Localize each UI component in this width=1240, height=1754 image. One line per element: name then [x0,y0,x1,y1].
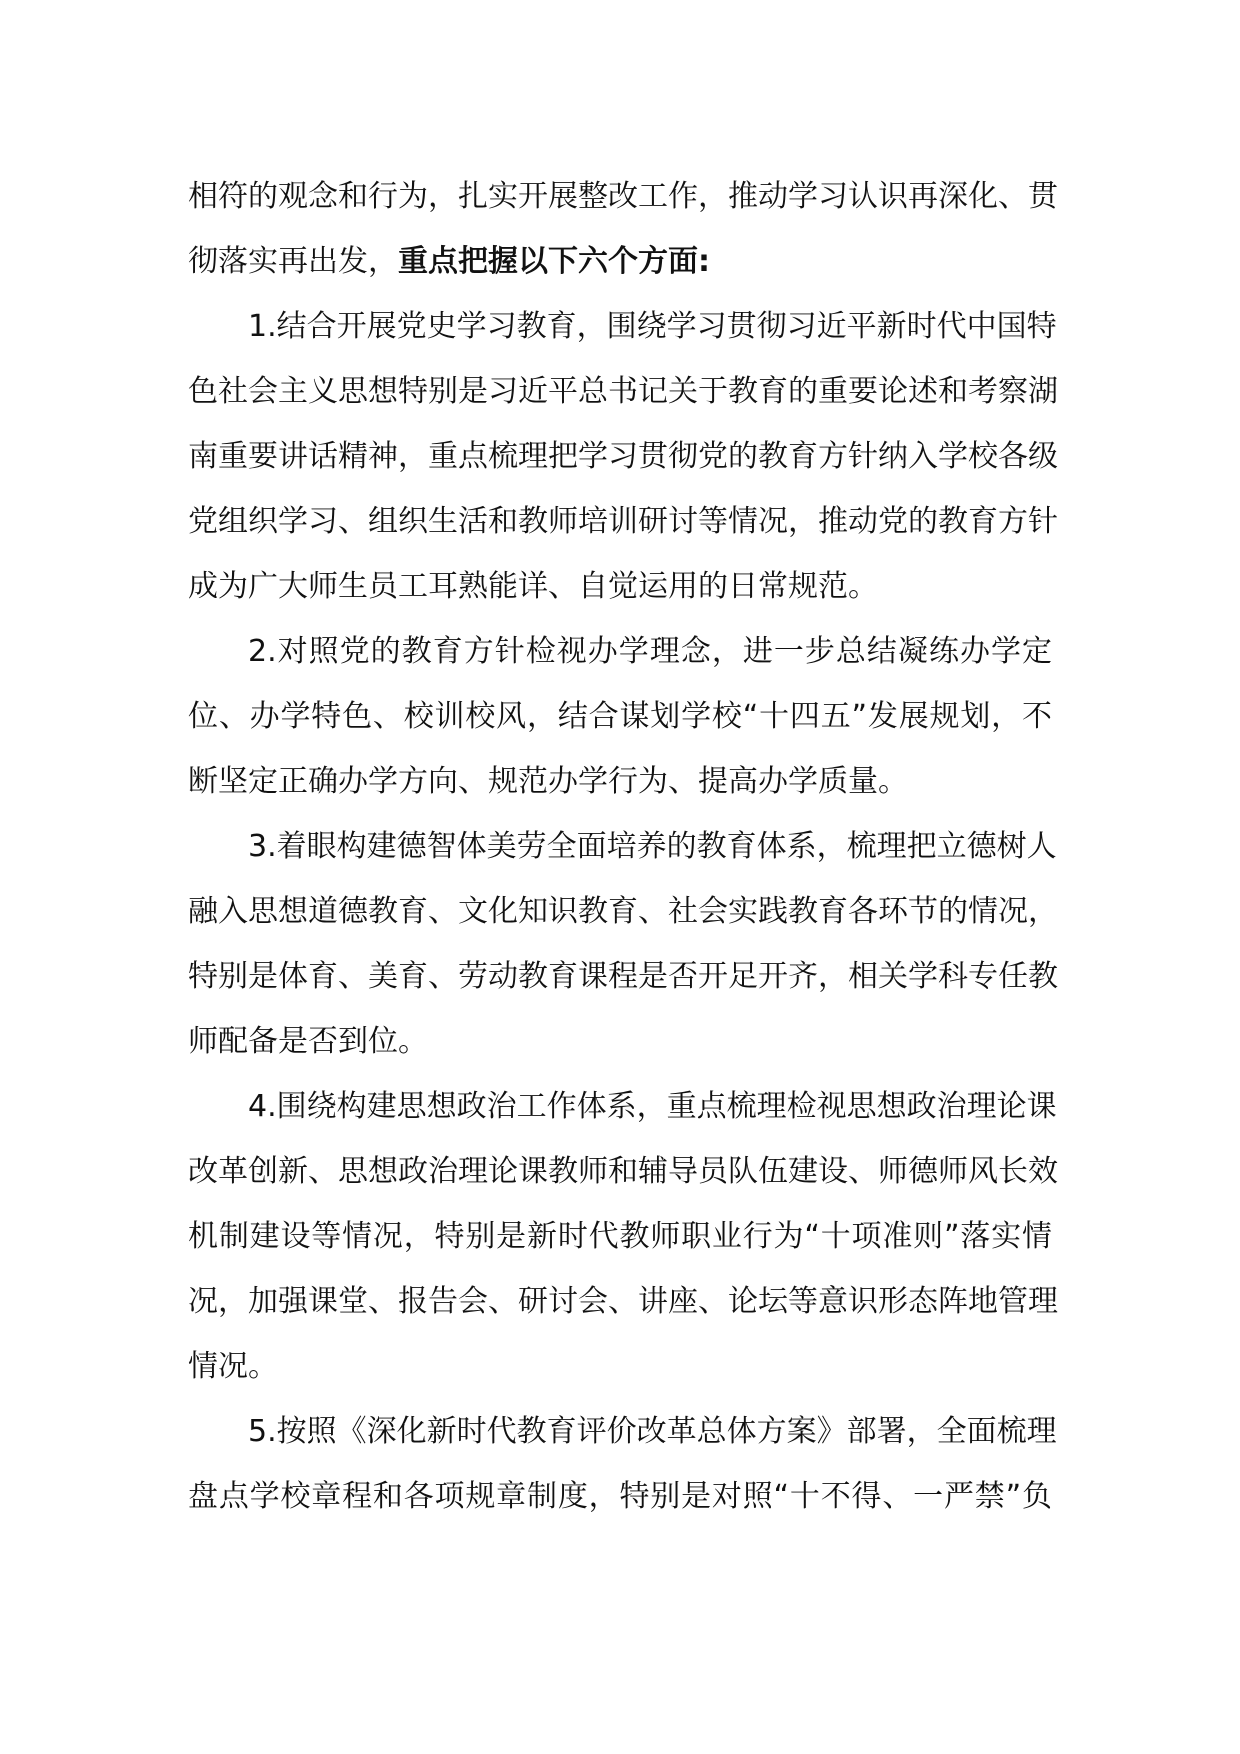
paragraph-5-line: 盘点学校章程和各项规章制度，特别是对照“十不得、一严禁”负 [188,1479,1052,1514]
paragraph-1-line: 党组织学习、组织生活和教师培训研讨等情况，推动党的教育方针 [188,504,1058,539]
paragraph-1-line: 南重要讲话精神，重点梳理把学习贯彻党的教育方针纳入学校各级 [188,439,1058,474]
paragraph-4-line: 4.围绕构建思想政治工作体系，重点梳理检视思想政治理论课 [248,1089,1057,1124]
paragraph-3-line: 特别是体育、美育、劳动教育课程是否开足开齐，相关学科专任教 [188,959,1058,994]
paragraph-2-line: 位、办学特色、校训校风，结合谋划学校“十四五”发展规划，不 [188,699,1052,734]
paragraph-4-line: 况，加强课堂、报告会、研讨会、讲座、论坛等意识形态阵地管理 [188,1284,1058,1319]
paragraph-2-line: 断坚定正确办学方向、规范办学行为、提高办学质量。 [188,764,908,799]
text-fragment: 彻落实再出发， [188,244,398,279]
paragraph-2-line: 2.对照党的教育方针检视办学理念，进一步总结凝练办学定 [248,634,1052,669]
text-line: 相符的观念和行为，扎实开展整改工作，推动学习认识再深化、贯 [188,179,1058,214]
paragraph-3-line: 融入思想道德教育、文化知识教育、社会实践教育各环节的情况， [188,894,1058,929]
paragraph-3-line: 3.着眼构建德智体美劳全面培养的教育体系，梳理把立德树人 [248,829,1057,864]
paragraph-1-line: 1.结合开展党史学习教育，围绕学习贯彻习近平新时代中国特 [248,309,1057,344]
paragraph-4-line: 改革创新、思想政治理论课教师和辅导员队伍建设、师德师风长效 [188,1154,1058,1189]
paragraph-4-line: 机制建设等情况，特别是新时代教师职业行为“十项准则”落实情 [188,1219,1052,1254]
bold-heading-fragment: 重点把握以下六个方面: [398,244,710,279]
paragraph-1-line: 成为广大师生员工耳熟能详、自觉运用的日常规范。 [188,569,878,604]
paragraph-3-line: 师配备是否到位。 [188,1024,428,1059]
paragraph-5-line: 5.按照《深化新时代教育评价改革总体方案》部署，全面梳理 [248,1414,1057,1449]
text-line [188,229,1052,294]
document-body [188,164,1058,1529]
paragraph-4-line: 情况。 [188,1349,278,1384]
paragraph-1-line: 色社会主义思想特别是习近平总书记关于教育的重要论述和考察湖 [188,374,1058,409]
